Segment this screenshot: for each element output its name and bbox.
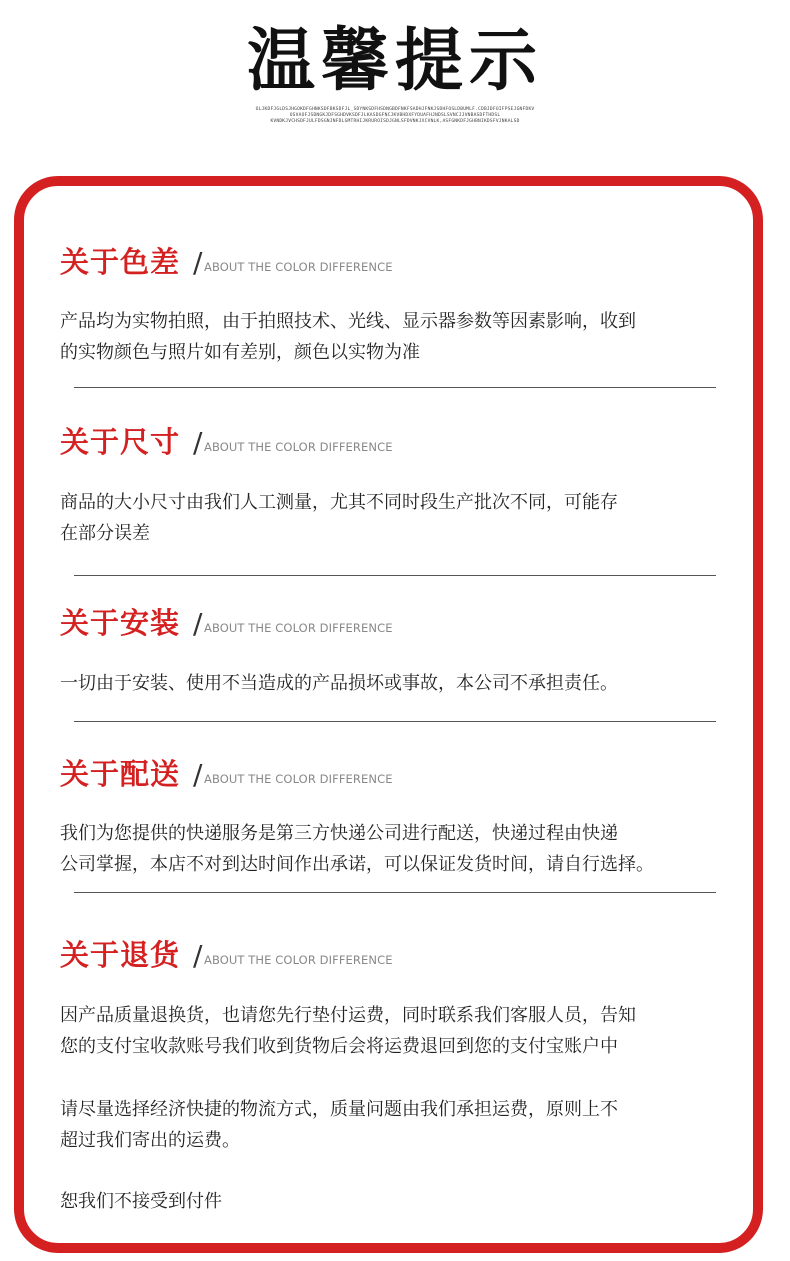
section-subtitle: ABOUT THE COLOR DIFFERENCE	[204, 440, 393, 454]
section-subtitle: ABOUT THE COLOR DIFFERENCE	[204, 772, 393, 786]
body-line: 公司掌握，本店不对到达时间作出承诺，可以保证发货时间，请自行选择。	[60, 854, 654, 875]
section-body	[60, 306, 710, 368]
section-heading	[60, 605, 710, 645]
section-subtitle: ABOUT THE COLOR DIFFERENCE	[204, 621, 393, 635]
body-line: 超过我们寄出的运费。	[60, 1130, 240, 1151]
page-title: 温馨提示	[246, 22, 543, 101]
section-body	[60, 487, 710, 549]
body-line: 产品均为实物拍照，由于拍照技术、光线、显示器参数等因素影响，收到	[60, 311, 636, 332]
decorative-subtitle	[200, 107, 590, 125]
section-slash: /	[193, 939, 203, 972]
subtitle-line: OSVAOFJSDNGKJDFSGHDVKSDFJLKASDGFNCJKVBHDXFYDUAFHJNDSLSVNCJJVNBASDFTHDSL	[289, 113, 501, 118]
section-slash: /	[193, 426, 203, 459]
divider	[74, 387, 716, 388]
section-subtitle: ABOUT THE COLOR DIFFERENCE	[204, 260, 393, 274]
section-heading	[60, 244, 710, 284]
body-line: 我们为您提供的快递服务是第三方快递公司进行配送，快递过程由快递	[60, 823, 618, 844]
section-body	[60, 1094, 710, 1156]
section-body	[60, 818, 710, 880]
body-line: 的实物颜色与照片如有差别，颜色以实物为准	[60, 342, 420, 363]
body-line: 恕我们不接受到付件	[60, 1191, 222, 1212]
section-size	[60, 424, 710, 464]
divider	[74, 721, 716, 722]
section-installation	[60, 605, 710, 645]
section-body	[60, 1186, 710, 1217]
subtitle-line: OLJKDFJGLDSJHGOKDFGHNKSDFBKSDFJL_SDYNKSDFHSDNGBDFNKFSADHJFNKJSDHFOSLDBUMLF.CDBJDFOIFPSEJGNFDKV	[255, 107, 535, 112]
body-line: 请尽量选择经济快捷的物流方式，质量问题由我们承担运费，原则上不	[60, 1099, 618, 1120]
section-slash: /	[193, 607, 203, 640]
body-line: 在部分误差	[60, 523, 150, 544]
section-slash: /	[193, 246, 203, 279]
section-subtitle: ABOUT THE COLOR DIFFERENCE	[204, 953, 393, 967]
section-returns	[60, 937, 710, 977]
section-slash: /	[193, 758, 203, 791]
section-title: 关于色差	[60, 245, 181, 279]
body-line: 商品的大小尺寸由我们人工测量，尤其不同时段生产批次不同，可能存	[60, 492, 618, 513]
section-body	[60, 1000, 710, 1062]
section-title: 关于配送	[60, 757, 181, 791]
body-line: 因产品质量退换货，也请您先行垫付运费，同时联系我们客服人员，告知	[60, 1005, 636, 1026]
section-heading	[60, 756, 710, 796]
section-color-difference	[60, 244, 710, 284]
section-heading	[60, 424, 710, 464]
section-title: 关于尺寸	[60, 425, 181, 459]
divider	[74, 575, 716, 576]
subtitle-line: KVNDKJVCHSDFJULFDSGNJNFDLGMTRHIJKRUROISDJGNLSFDVNKJXCVNLK,ASFGNKDFJGHBNIKDSFVJNKALSD	[270, 119, 520, 124]
section-heading	[60, 937, 710, 977]
section-title: 关于退货	[60, 938, 181, 972]
section-delivery	[60, 756, 710, 796]
divider	[74, 892, 716, 893]
section-title: 关于安装	[60, 606, 181, 640]
body-line: 您的支付宝收款账号我们收到货物后会将运费退回到您的支付宝账户中	[60, 1036, 618, 1057]
section-body	[60, 668, 710, 699]
body-line: 一切由于安装、使用不当造成的产品损坏或事故，本公司不承担责任。	[60, 673, 618, 694]
